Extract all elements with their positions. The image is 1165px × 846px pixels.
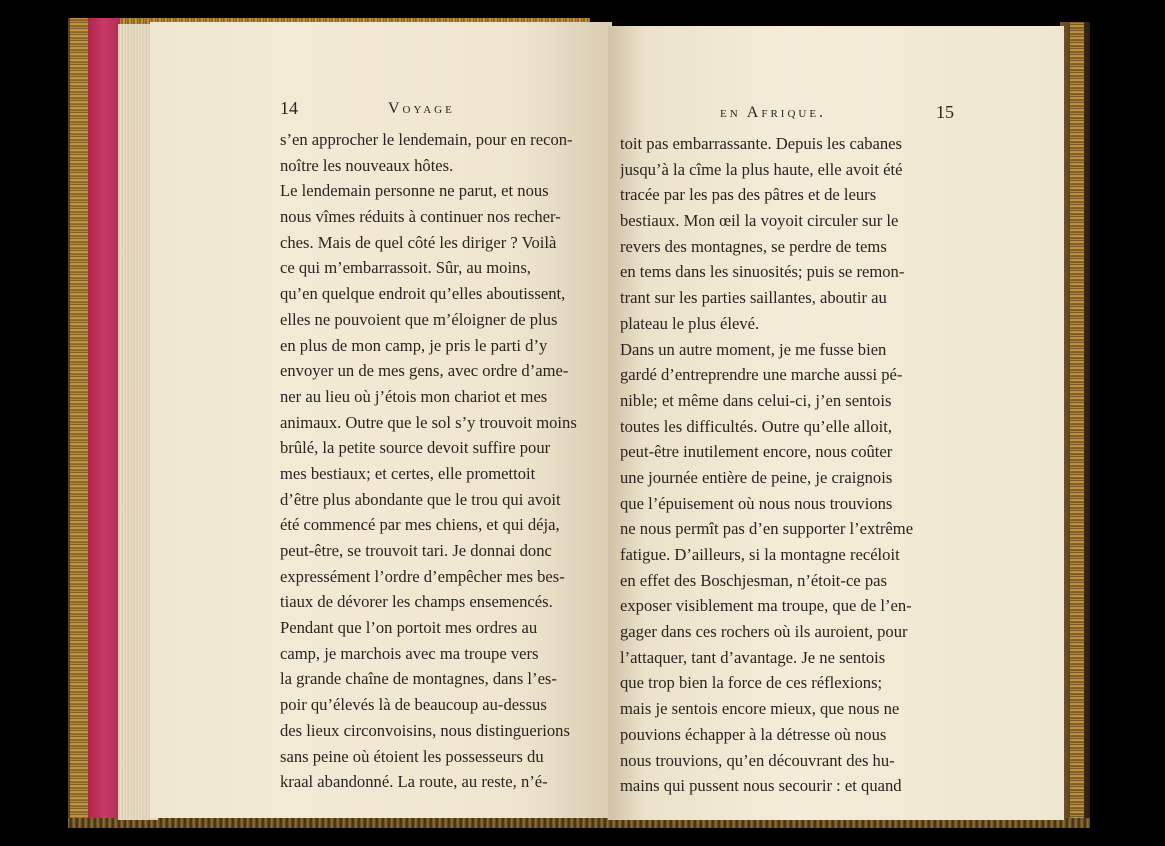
text-line: ne nous permît pas d’en supporter l’extrême [620,519,914,539]
text-line: Le lendemain personne ne parut, et nous [280,181,549,201]
text-line: jusqu’à la cîme la plus haute, elle avoit été [620,159,903,179]
text-line: ches. Mais de quel côté les diriger ? Voilà [280,232,557,252]
text-line: sans peine où étoient les possesseurs du [280,746,544,766]
text-line: s’en approcher le lendemain, pour en recon- [280,130,573,149]
text-line: la grande chaîne de montagnes, dans l’es- [280,669,557,689]
text-line: en tems dans les sinuosités; puis se remon- [620,262,905,282]
text-line: tiaux de dévorer les champs ensemencés. [280,592,553,612]
text-line: que l’épuisement où nous nous trouvions [620,493,893,513]
text-line: elles ne pouvoient que m’éloigner de plus [280,309,558,329]
text-line: toit pas embarrassante. Depuis les cabanes [620,134,902,153]
text-line: des lieux circonvoisins, nous distinguerions [280,720,570,740]
text-line: peut-être, se trouvoit tari. Je donnai donc [280,541,552,560]
text-line: nous vîmes réduits à continuer nos recher- [280,207,561,227]
text-line: tracée par les pas des pâtres et de leurs [620,185,877,205]
text-line: poir qu’élevés là de beaucoup au-dessus [280,695,547,715]
text-line: envoyer un de mes gens, avec ordre d’ame- [280,361,569,381]
text-line: Dans un autre moment, je me fusse bien [620,339,887,359]
page-number: 14 [280,98,298,118]
right-page [608,26,1064,820]
book-cover-right [1060,22,1090,828]
page-text [280,127,592,795]
text-line: que trop bien la force de ces réflexions; [620,673,883,693]
running-head: Voyage [388,100,455,117]
text-line: brûlé, la petite source devoit suffire pour [280,438,551,458]
text-line: exposer visiblement ma troupe, que de l’en- [620,596,912,616]
text-line: gager dans ces rochers où ils auroient, pour [620,622,908,642]
text-line: peut-être inutilement encore, nous coûter [620,442,893,462]
text-line: d’être plus abondante que le trou qui avoit [280,489,561,509]
page-number: 15 [936,102,954,122]
text-line: plateau le plus élevé. [620,313,760,333]
text-line: nible; et même dans celui-ci, j’en sentois [620,390,892,410]
text-line: en plus de mon camp, je pris le parti d’y [280,335,548,355]
text-line: ner au lieu où j’étois mon chariot et mes [280,386,548,406]
text-line: mains qui pussent nous secourir : et quand [620,776,902,796]
running-head: en Afrique. [720,104,827,121]
text-line: mais je sentois encore mieux, que nous ne [620,699,900,719]
left-page [150,22,612,818]
text-line: toutes les difficultés. Outre qu’elle alloit, [620,416,893,436]
text-line: ce qui m’embarrassoit. Sûr, au moins, [280,258,531,278]
text-line: animaux. Outre que le sol s’y trouvoit moins [280,412,577,432]
text-line: camp, je marchois avec ma troupe vers [280,643,539,663]
text-line: noître les nouveaux hôtes. [280,155,454,175]
text-line: expressément l’ordre d’empêcher mes bes- [280,566,565,586]
gilt-edge [1070,22,1084,828]
text-line: une journée entière de peine, je craignois [620,467,893,487]
text-line: été commencé par mes chiens, et qui déja, [280,515,560,535]
text-line: pouvions échapper à la détresse où nous [620,724,887,744]
text-line: kraal abandonné. La route, au reste, n’é- [280,772,548,792]
text-line: en effet des Boschjesman, n’étoit-ce pas [620,570,887,590]
text-line: Pendant que l’on portoit mes ordres au [280,618,538,638]
gilt-edge [70,18,88,826]
text-line: mes bestiaux; et certes, elle promettoit [280,463,536,483]
text-line: fatigue. D’ailleurs, si la montagne recéloit [620,545,900,564]
text-line: qu’en quelque endroit qu’elles aboutissent, [280,284,566,304]
page-text [620,131,960,799]
text-line: trant sur les parties saillantes, aboutir au [620,288,887,308]
text-line: gardé d’entreprendre une marche aussi pé- [620,365,903,385]
text-line: revers des montagnes, se perdre de tems [620,236,887,256]
text-line: l’attaquer, tant d’avantage. Je ne sentois [620,647,886,667]
text-line: bestiaux. Mon œil la voyoit circuler sur le [620,211,899,231]
text-line: nous trouvions, qu’en découvrant des hu- [620,750,895,770]
